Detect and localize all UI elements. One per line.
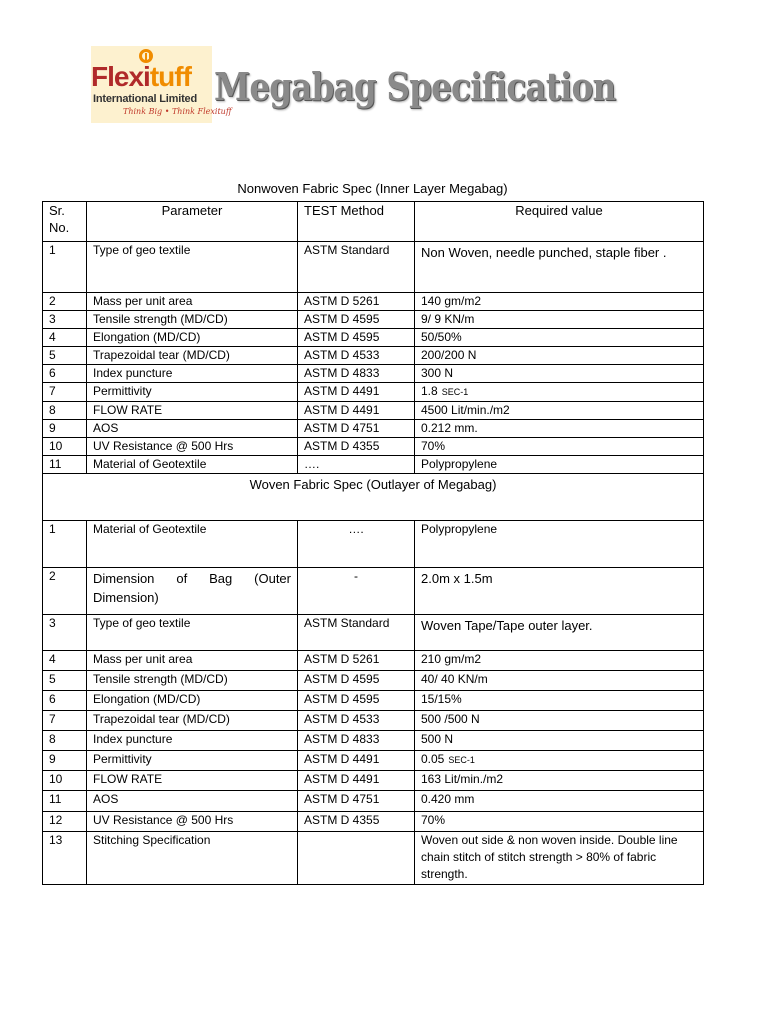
- value-text: Woven Tape/Tape outer layer.: [421, 618, 593, 633]
- value-text: 0.05: [421, 752, 445, 766]
- table-row: [43, 791, 704, 812]
- cell-test-method: ASTM D 4751: [298, 420, 415, 438]
- cell-sr-no: 7: [43, 383, 87, 402]
- cell-test-method: ASTM D 4595: [298, 329, 415, 347]
- value-text: 140 gm/m2: [421, 294, 482, 308]
- woven-title-row: [43, 474, 704, 521]
- cell-test-method: ASTM D 4491: [298, 402, 415, 420]
- value-text: 300 N: [421, 366, 454, 380]
- cell-required-value: [415, 651, 704, 671]
- cell-required-value: [415, 242, 704, 293]
- header-required-value: Required value: [415, 202, 704, 242]
- cell-parameter: Mass per unit area: [87, 651, 298, 671]
- cell-test-method: ASTM D 4751: [298, 791, 415, 812]
- value-text: Woven out side & non woven inside. Double line chain stitch of stitch strength > 80% of fabric strength.: [421, 833, 678, 881]
- cell-required-value: [415, 671, 704, 691]
- cell-sr-no: 10: [43, 771, 87, 791]
- logo-tagline: Think Big • Think Flexituff: [123, 107, 232, 116]
- cell-required-value: [415, 420, 704, 438]
- nonwoven-section-title: Nonwoven Fabric Spec (Inner Layer Megabag): [237, 181, 508, 196]
- cell-parameter: Material of Geotextile: [87, 456, 298, 474]
- cell-sr-no: 2: [43, 568, 87, 615]
- table-row: [43, 456, 704, 474]
- cell-test-method: ASTM D 5261: [298, 293, 415, 311]
- cell-sr-no: 6: [43, 691, 87, 711]
- cell-required-value: [415, 347, 704, 365]
- cell-parameter: Stitching Specification: [87, 832, 298, 885]
- cell-sr-no: 10: [43, 438, 87, 456]
- table-row: [43, 615, 704, 651]
- cell-parameter: Trapezoidal tear (MD/CD): [87, 711, 298, 731]
- cell-required-value: [415, 691, 704, 711]
- cell-test-method: ASTM D 4595: [298, 691, 415, 711]
- value-text: 500 N: [421, 732, 454, 746]
- cell-test-method: ASTM D 4491: [298, 771, 415, 791]
- company-logo: [91, 46, 232, 123]
- value-text: 4500 Lit/min./m2: [421, 403, 510, 417]
- cell-sr-no: 5: [43, 347, 87, 365]
- table-row: [43, 521, 704, 568]
- table-row: [43, 568, 704, 615]
- table-row: [43, 402, 704, 420]
- cell-parameter: Index puncture: [87, 731, 298, 751]
- value-text: 500 /500 N: [421, 712, 480, 726]
- cell-parameter: Material of Geotextile: [87, 521, 298, 568]
- cell-test-method: ASTM D 5261: [298, 651, 415, 671]
- cell-test-method: ….: [298, 456, 415, 474]
- cell-required-value: [415, 521, 704, 568]
- cell-required-value: [415, 832, 704, 885]
- cell-sr-no: 5: [43, 671, 87, 691]
- cell-sr-no: 3: [43, 615, 87, 651]
- cell-parameter: AOS: [87, 420, 298, 438]
- cell-required-value: [415, 311, 704, 329]
- cell-sr-no: 9: [43, 751, 87, 771]
- table-row: [43, 691, 704, 711]
- cell-required-value: [415, 402, 704, 420]
- cell-required-value: [415, 711, 704, 731]
- cell-parameter: Permittivity: [87, 383, 298, 402]
- value-text: 40/ 40 KN/m: [421, 672, 488, 686]
- value-text: Polypropylene: [421, 457, 498, 471]
- value-text: 1.8: [421, 384, 438, 398]
- cell-required-value: [415, 812, 704, 832]
- cell-parameter: Mass per unit area: [87, 293, 298, 311]
- cell-test-method: ASTM Standard: [298, 242, 415, 293]
- unit-text: SEC-1: [441, 387, 469, 397]
- cell-parameter: Type of geo textile: [87, 615, 298, 651]
- cell-sr-no: 1: [43, 242, 87, 293]
- cell-test-method: ASTM D 4833: [298, 731, 415, 751]
- cell-test-method: ASTM Standard: [298, 615, 415, 651]
- logo-brand: Flexituff: [91, 61, 191, 92]
- cell-parameter: FLOW RATE: [87, 771, 298, 791]
- cell-test-method: ASTM D 4595: [298, 671, 415, 691]
- table-row: [43, 438, 704, 456]
- table-row: [43, 365, 704, 383]
- cell-required-value: [415, 329, 704, 347]
- cell-parameter: FLOW RATE: [87, 402, 298, 420]
- table-row: [43, 311, 704, 329]
- cell-required-value: [415, 751, 704, 771]
- cell-sr-no: 6: [43, 365, 87, 383]
- cell-parameter: Permittivity: [87, 751, 298, 771]
- cell-test-method: ASTM D 4491: [298, 383, 415, 402]
- cell-parameter: Dimension of Bag (Outer Dimension): [87, 568, 298, 615]
- cell-test-method: ASTM D 4595: [298, 311, 415, 329]
- table-row: [43, 812, 704, 832]
- cell-test-method: ASTM D 4355: [298, 438, 415, 456]
- value-text: Non Woven, needle punched, staple fiber .: [421, 245, 667, 260]
- cell-parameter: UV Resistance @ 500 Hrs: [87, 438, 298, 456]
- cell-test-method: [298, 832, 415, 885]
- cell-test-method: ….: [298, 521, 415, 568]
- cell-required-value: [415, 791, 704, 812]
- cell-required-value: [415, 438, 704, 456]
- value-text: 50/50%: [421, 330, 462, 344]
- cell-parameter: UV Resistance @ 500 Hrs: [87, 812, 298, 832]
- table-row: [43, 832, 704, 885]
- value-text: 70%: [421, 813, 446, 827]
- header-sr-no: Sr. No.: [43, 202, 87, 242]
- cell-test-method: ASTM D 4491: [298, 751, 415, 771]
- cell-required-value: [415, 771, 704, 791]
- cell-required-value: [415, 293, 704, 311]
- table-row: [43, 671, 704, 691]
- table-row: [43, 329, 704, 347]
- table-row: [43, 731, 704, 751]
- table-row: [43, 651, 704, 671]
- cell-sr-no: 11: [43, 791, 87, 812]
- cell-required-value: [415, 568, 704, 615]
- logo-company-name: International Limited: [93, 93, 197, 105]
- page-title: Megabag Specification: [214, 64, 616, 109]
- value-text: 163 Lit/min./m2: [421, 772, 504, 786]
- cell-sr-no: 7: [43, 711, 87, 731]
- table-row: [43, 771, 704, 791]
- cell-required-value: [415, 456, 704, 474]
- value-text: 0.420 mm: [421, 792, 475, 806]
- table-row: [43, 293, 704, 311]
- cell-parameter: Elongation (MD/CD): [87, 329, 298, 347]
- cell-parameter: Trapezoidal tear (MD/CD): [87, 347, 298, 365]
- cell-required-value: [415, 383, 704, 402]
- cell-sr-no: 11: [43, 456, 87, 474]
- cell-sr-no: 2: [43, 293, 87, 311]
- cell-sr-no: 8: [43, 731, 87, 751]
- table-row: [43, 242, 704, 293]
- header-parameter: Parameter: [87, 202, 298, 242]
- woven-section-title: Woven Fabric Spec (Outlayer of Megabag): [43, 474, 704, 521]
- cell-test-method: ASTM D 4533: [298, 711, 415, 731]
- cell-required-value: [415, 731, 704, 751]
- cell-parameter: Tensile strength (MD/CD): [87, 671, 298, 691]
- table-row: [43, 751, 704, 771]
- cell-parameter: Index puncture: [87, 365, 298, 383]
- cell-sr-no: 13: [43, 832, 87, 885]
- value-text: 15/15%: [421, 692, 462, 706]
- cell-sr-no: 8: [43, 402, 87, 420]
- cell-test-method: ASTM D 4355: [298, 812, 415, 832]
- nonwoven-spec-table: [42, 201, 704, 885]
- value-text: 9/ 9 KN/m: [421, 312, 475, 326]
- value-text: 2.0m x 1.5m: [421, 571, 493, 586]
- value-text: Polypropylene: [421, 522, 498, 536]
- cell-required-value: [415, 615, 704, 651]
- cell-parameter: Elongation (MD/CD): [87, 691, 298, 711]
- value-text: 200/200 N: [421, 348, 477, 362]
- value-text: 210 gm/m2: [421, 652, 482, 666]
- cell-sr-no: 3: [43, 311, 87, 329]
- cell-test-method: ASTM D 4533: [298, 347, 415, 365]
- unit-text: SEC-1: [448, 755, 475, 765]
- value-text: 0.212 mm.: [421, 421, 478, 435]
- cell-sr-no: 1: [43, 521, 87, 568]
- value-text: 70%: [421, 439, 446, 453]
- cell-test-method: ASTM D 4833: [298, 365, 415, 383]
- cell-sr-no: 4: [43, 329, 87, 347]
- cell-sr-no: 4: [43, 651, 87, 671]
- cell-parameter: AOS: [87, 791, 298, 812]
- table-header-row: [43, 202, 704, 242]
- table-row: [43, 383, 704, 402]
- cell-sr-no: 9: [43, 420, 87, 438]
- cell-parameter: Type of geo textile: [87, 242, 298, 293]
- header-test-method: TEST Method: [298, 202, 415, 242]
- table-row: [43, 420, 704, 438]
- cell-parameter: Tensile strength (MD/CD): [87, 311, 298, 329]
- cell-required-value: [415, 365, 704, 383]
- cell-sr-no: 12: [43, 812, 87, 832]
- table-row: [43, 347, 704, 365]
- table-row: [43, 711, 704, 731]
- cell-test-method: -: [298, 568, 415, 615]
